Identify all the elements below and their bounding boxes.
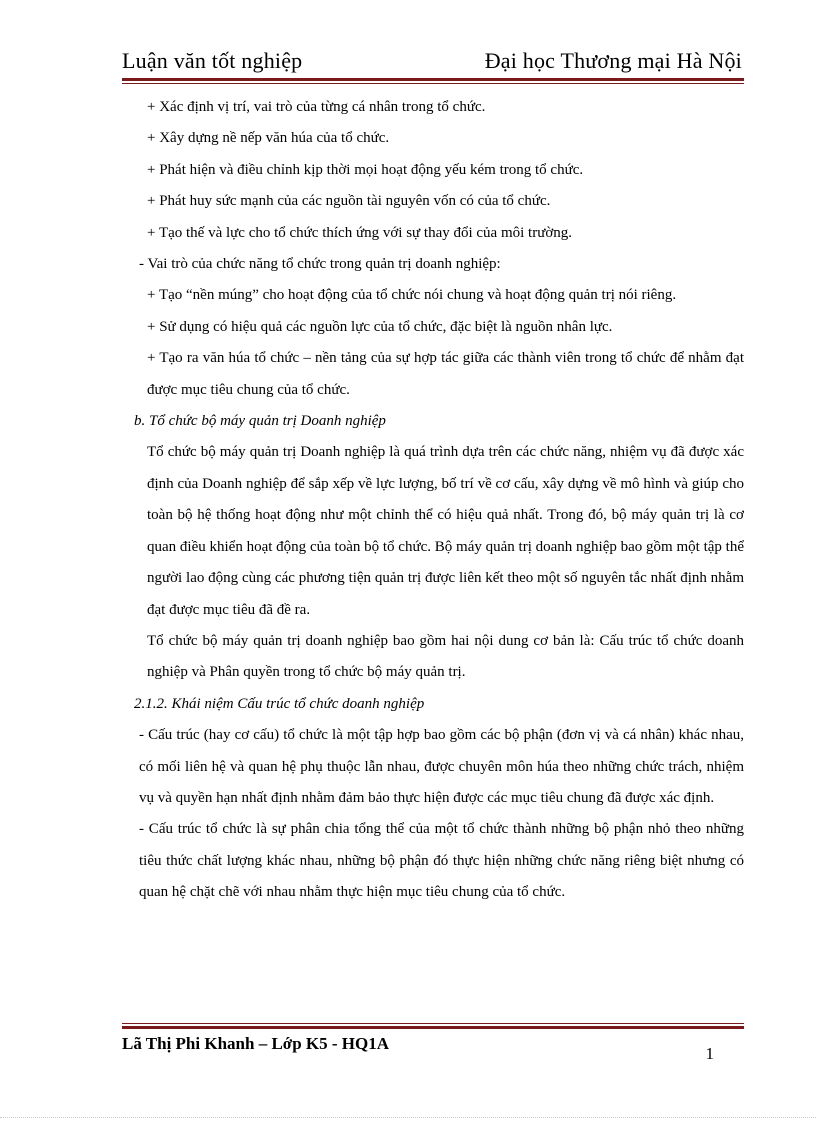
bullet-paragraph: + Tạo ra văn húa tổ chức – nền tảng của sự hợp tác giữa các thành viên trong tổ chức để nhằm đạt được mục tiêu chung của tổ chức. [147, 350, 744, 398]
bullet-paragraph: + Xây dựng nề nếp văn húa của tổ chức. [147, 130, 390, 147]
body-paragraph: Tổ chức bộ máy quản trị doanh nghiệp bao gồm hai nội dung cơ bản là: Cấu trúc tổ chức doanh nghiệp và Phân quyền trong tổ chức bộ máy quản trị. [147, 632, 744, 681]
bullet-paragraph: + Phát huy sức mạnh của các nguồn tài nguyên vốn có của tổ chức. [147, 193, 551, 210]
bullet-paragraph: + Sử dụng có hiệu quả các nguồn lực của tổ chức, đặc biệt là nguồn nhân lực. [147, 318, 613, 335]
header-rule-thick [122, 78, 744, 81]
page-footer [122, 1034, 714, 1063]
dash-paragraph: - Cấu trúc tổ chức là sự phân chia tổng thể của một tổ chức thành những bộ phận nhỏ theo những tiêu thức chất lượng khác nhau, những bộ phận đó thực hiện những chức năng riêng biệt nhưng có quan hệ chặt chẽ với nhau nhằm thực hiện mục tiêu chung của tổ chức. [139, 821, 744, 901]
bullet-paragraph: + Tạo thế và lực cho tổ chức thích ứng với sự thay đổi của môi trường. [147, 224, 573, 241]
footer-author: Lã Thị Phi Khanh – Lớp K5 - HQ1A [122, 1034, 390, 1053]
page-header [122, 48, 742, 78]
section-heading-b: b. Tổ chức bộ máy quản trị Doanh nghiệp [134, 413, 386, 430]
bullet-paragraph: + Phát hiện và điều chỉnh kịp thời mọi hoạt động yếu kém trong tổ chức. [147, 161, 584, 178]
body-paragraph: Tổ chức bộ máy quản trị Doanh nghiệp là quá trình dựa trên các chức năng, nhiệm vụ đã được xác định của Doanh nghiệp để sắp xếp về lực lượng, bố trí về cơ cấu, xây dựng về mô hình và giúp cho toàn bộ hệ thống hoạt động như một chỉnh thể có hiệu quả nhất. Trong đó, bộ máy quản trị là cơ quan điều khiển hoạt động của toàn bộ tổ chức. Bộ máy quản trị doanh nghiệp bao gồm một tập thể người lao động cùng các phương tiện quản trị được liên kết theo một số nguyên tắc nhất định nhằm đạt được mục tiêu đã đề ra. [147, 444, 744, 618]
dash-paragraph: - Cấu trúc (hay cơ cấu) tổ chức là một tập hợp bao gồm các bộ phận (đơn vị và cá nhân) khác nhau, có mối liên hệ và quan hệ phụ thuộc lẫn nhau, được chuyên môn húa theo những chức trách, nhiệm vụ và quyền hạn nhất định nhằm đảm bảo thực hiện được các mục tiêu chung đã được xác định. [139, 727, 744, 806]
footer-rule-thin [122, 1023, 744, 1024]
page-number: 1 [705, 1044, 714, 1063]
header-right-title: Đại học Thương mại Hà Nội [484, 48, 742, 73]
page-bottom-border [0, 1117, 816, 1118]
footer-rule-thick [122, 1026, 744, 1029]
header-left-title: Luận văn tốt nghiệp [122, 48, 303, 73]
bullet-paragraph: + Tạo “nền múng” cho hoạt động của tổ chức nói chung và hoạt động quản trị nói riêng. [147, 287, 677, 304]
section-heading-2-1-2: 2.1.2. Khái niệm Cấu trúc tổ chức doanh nghiệp [134, 695, 425, 712]
bullet-paragraph: + Xác định vị trí, vai trò của từng cá nhân trong tổ chức. [147, 99, 486, 115]
dash-paragraph: - Vai trò của chức năng tổ chức trong quản trị doanh nghiệp: [139, 256, 501, 273]
header-rule-thin [122, 83, 744, 84]
document-body [122, 92, 744, 909]
